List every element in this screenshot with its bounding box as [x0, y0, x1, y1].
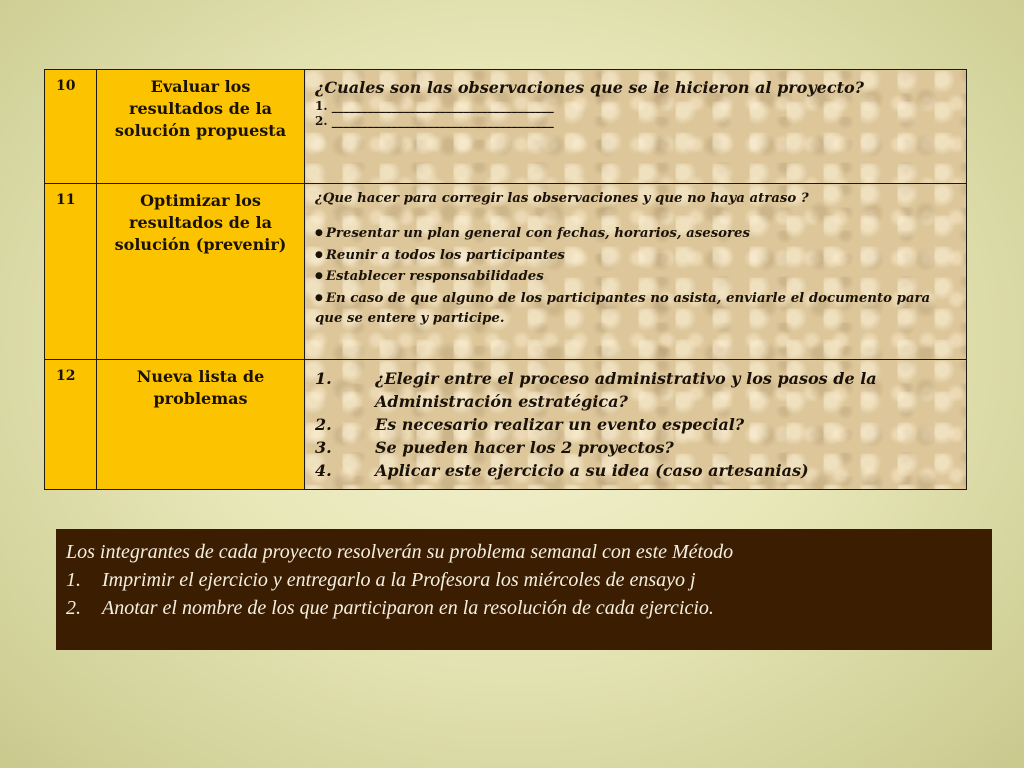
bullet-icon: ● — [315, 228, 323, 238]
bullet-icon: ● — [315, 292, 323, 303]
step-activity-cell — [97, 70, 305, 184]
step-number: 12 — [56, 368, 76, 384]
blank-line: 2. _____________________________________ — [315, 114, 554, 128]
step-number-cell — [45, 70, 97, 184]
list-item: 3. Se pueden hacer los 2 proyectos? — [315, 438, 674, 457]
instructions-intro: Los integrantes de cada proyecto resolverán su problema semanal con este Método — [66, 541, 734, 563]
step-description-cell — [305, 360, 967, 490]
table-row — [45, 360, 967, 490]
step-number-cell — [45, 184, 97, 360]
step-number: 10 — [56, 78, 76, 94]
step-question: ¿Cuales son las observaciones que se le hicieron al proyecto? — [315, 78, 865, 97]
list-item: 1. Imprimir el ejercicio y entregarlo a la Profesora los miércoles de ensayo j — [66, 569, 696, 591]
bullet-icon: ● — [315, 249, 323, 260]
list-item: 1. ¿Elegir entre el proceso administrativo y los pasos de la Administración estratégica? — [315, 369, 877, 411]
bullet-icon: ● — [315, 271, 323, 281]
step-activity: Nueva lista de problemas — [136, 367, 265, 408]
step-description-cell — [305, 70, 967, 184]
bullet-item: ● Presentar un plan general con fechas, horarios, asesores — [315, 226, 751, 241]
step-activity-cell — [97, 184, 305, 360]
blank-line: 1. _____________________________________ — [315, 99, 554, 113]
step-number: 11 — [56, 192, 76, 208]
bullet-item: ● Establecer responsabilidades — [315, 269, 544, 284]
table-row — [45, 70, 967, 184]
table-row — [45, 184, 967, 360]
instructions-box — [56, 529, 992, 650]
bullet-item: ● En caso de que alguno de los participantes no asista, enviarle el documento para que se entere y participe. — [315, 290, 931, 326]
step-activity: Evaluar los resultados de la solución propuesta — [114, 77, 287, 140]
bullet-item: ● Reunir a todos los participantes — [315, 247, 565, 263]
step-number-cell — [45, 360, 97, 490]
list-item: 2. Anotar el nombre de los que participaron en la resolución de cada ejercicio. — [66, 597, 714, 619]
list-item: 4. Aplicar este ejercicio a su idea (caso artesanias) — [315, 461, 809, 480]
step-description-cell — [305, 184, 967, 360]
problem-list — [315, 367, 958, 482]
steps-table — [44, 69, 967, 490]
step-question: ¿Que hacer para corregir las observaciones y que no haya atraso ? — [315, 191, 809, 206]
step-activity: Optimizar los resultados de la solución (prevenir) — [114, 191, 287, 254]
list-item: 2. Es necesario realizar un evento especial? — [315, 415, 745, 434]
step-activity-cell — [97, 360, 305, 490]
